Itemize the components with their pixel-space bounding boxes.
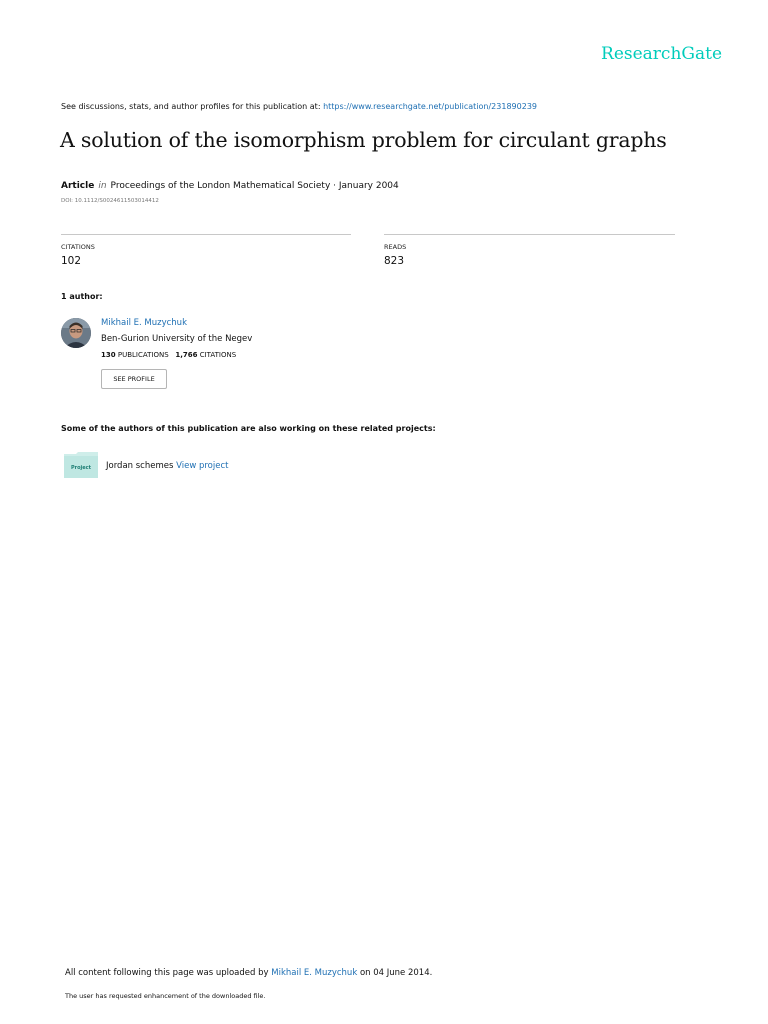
author-citations-count: 1,766	[175, 351, 198, 359]
discussion-text: See discussions, stats, and author profiles for this publication at:	[61, 102, 321, 111]
see-profile-button[interactable]: SEE PROFILE	[101, 369, 167, 389]
citations-label: CITATIONS	[61, 243, 95, 251]
publication-url-link[interactable]: https://www.researchgate.net/publication/231890239	[323, 102, 537, 111]
project-entry	[106, 461, 228, 471]
in-word: in	[98, 181, 107, 191]
journal-name: Proceedings of the London Mathematical Society · January 2004	[110, 181, 399, 191]
citations-count: 102	[61, 255, 82, 267]
doi: DOI: 10.1112/S0024611503014412	[61, 198, 159, 204]
enhancement-note: The user has requested enhancement of the downloaded file.	[65, 992, 266, 1000]
discussion-line	[61, 102, 537, 111]
publication-title: A solution of the isomorphism problem for circulant graphs	[60, 128, 667, 152]
author-avatar[interactable]	[61, 318, 91, 348]
reads-label: READS	[384, 243, 407, 251]
project-icon-label: Project	[70, 465, 92, 471]
authors-heading: 1 author:	[61, 292, 103, 301]
folder-icon	[64, 452, 98, 478]
related-projects-heading: Some of the authors of this publication are also working on these related projects:	[61, 424, 436, 433]
uploader-link[interactable]: Mikhail E. Muzychuk	[271, 968, 358, 978]
project-name: Jordan schemes	[106, 461, 174, 471]
researchgate-logo: ResearchGate	[601, 44, 722, 64]
upload-note	[65, 968, 432, 978]
author-citations-label: CITATIONS	[199, 351, 237, 359]
avatar-photo	[61, 318, 91, 348]
upload-date: on 04 June 2014.	[359, 968, 433, 978]
upload-prefix: All content following this page was uploaded by	[65, 968, 269, 978]
author-institution: Ben-Gurion University of the Negev	[101, 334, 253, 344]
publication-meta	[61, 181, 399, 191]
publication-type: Article	[61, 181, 95, 191]
author-stats	[101, 351, 236, 359]
reads-divider	[384, 234, 675, 235]
author-name-link[interactable]: Mikhail E. Muzychuk	[101, 318, 187, 328]
view-project-link[interactable]: View project	[176, 461, 229, 471]
publications-count: 130	[101, 351, 116, 359]
publications-label: PUBLICATIONS	[117, 351, 169, 359]
reads-count: 823	[384, 255, 405, 267]
citations-divider	[61, 234, 351, 235]
project-folder-icon[interactable]	[64, 452, 98, 478]
